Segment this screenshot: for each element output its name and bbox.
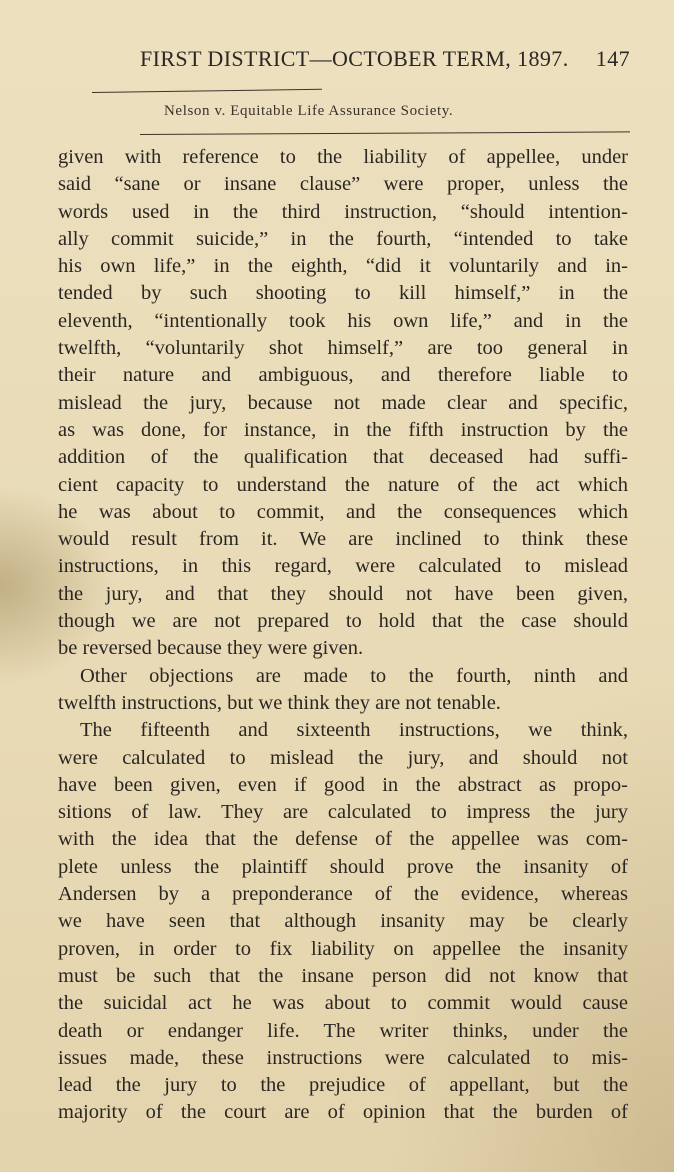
text-line: addition of the qualification that deceased had suffi-	[58, 446, 628, 469]
text-line: we have seen that although insanity may be clearly	[58, 910, 628, 933]
text-line: Andersen by a preponderance of the evidence, whereas	[58, 883, 628, 906]
running-title: FIRST DISTRICT—OCTOBER TERM, 1897.	[140, 46, 569, 71]
text-line: lead the jury to the prejudice of appellant, but the	[58, 1074, 628, 1097]
text-line: were calculated to mislead the jury, and should not	[58, 746, 628, 769]
text-line: must be such that the insane person did not know that	[58, 964, 628, 987]
body-text	[58, 144, 628, 1127]
text-line: he was about to commit, and the consequences which	[58, 500, 628, 523]
text-line: death or endanger life. The writer thinks, under the	[58, 1019, 628, 1042]
text-line: issues made, these instructions were calculated to mis-	[58, 1046, 628, 1069]
text-line: plete unless the plaintiff should prove the insanity of	[58, 855, 628, 878]
text-line: twelfth instructions, but we think they are not tenable.	[58, 691, 501, 714]
text-line: cient capacity to understand the nature of the act which	[58, 473, 628, 496]
text-line: ally commit suicide,” in the fourth, “intended to take	[58, 227, 628, 250]
page-number: 147	[595, 46, 630, 71]
text-line: proven, in order to fix liability on appellee the insanity	[58, 937, 628, 960]
text-line: though we are not prepared to hold that the case should	[58, 610, 628, 633]
running-head	[140, 46, 630, 80]
text-line: tended by such shooting to kill himself,” in the	[58, 282, 628, 305]
text-line: with the idea that the defense of the appellee was com-	[58, 828, 628, 851]
header-rule-bottom	[140, 131, 630, 135]
text-line: his own life,” in the eighth, “did it voluntarily and in-	[58, 255, 628, 278]
case-title: Nelson v. Equitable Life Assurance Society.	[164, 103, 454, 119]
text-line: instructions, in this regard, were calculated to mislead	[58, 555, 628, 578]
text-line: twelfth, “voluntarily shot himself,” are too general in	[58, 337, 628, 360]
text-line: words used in the third instruction, “should intention-	[58, 200, 628, 223]
text-line: sitions of law. They are calculated to impress the jury	[58, 801, 628, 824]
text-line: have been given, even if good in the abstract as propo-	[58, 773, 628, 796]
text-line: mislead the jury, because not made clear and specific,	[58, 391, 628, 414]
text-line: would result from it. We are inclined to think these	[58, 528, 628, 551]
text-line: be reversed because they were given.	[58, 637, 364, 660]
text-line: given with reference to the liability of appellee, under	[58, 146, 628, 168]
text-line: majority of the court are of opinion that the burden of	[58, 1101, 628, 1124]
text-line: eleventh, “intentionally took his own life,” and in the	[58, 309, 628, 332]
text-line: the suicidal act he was about to commit would cause	[58, 992, 628, 1015]
text-line: said “sane or insane clause” were proper, unless the	[58, 173, 628, 196]
text-line: the jury, and that they should not have been given,	[58, 582, 628, 605]
text-line: The fifteenth and sixteenth instructions, we think,	[80, 719, 628, 742]
text-line: their nature and ambiguous, and therefore liable to	[58, 364, 628, 387]
text-line: Other objections are made to the fourth, ninth and	[80, 664, 628, 687]
header-rule-top	[92, 89, 322, 93]
text-line: as was done, for instance, in the fifth instruction by the	[58, 418, 628, 441]
